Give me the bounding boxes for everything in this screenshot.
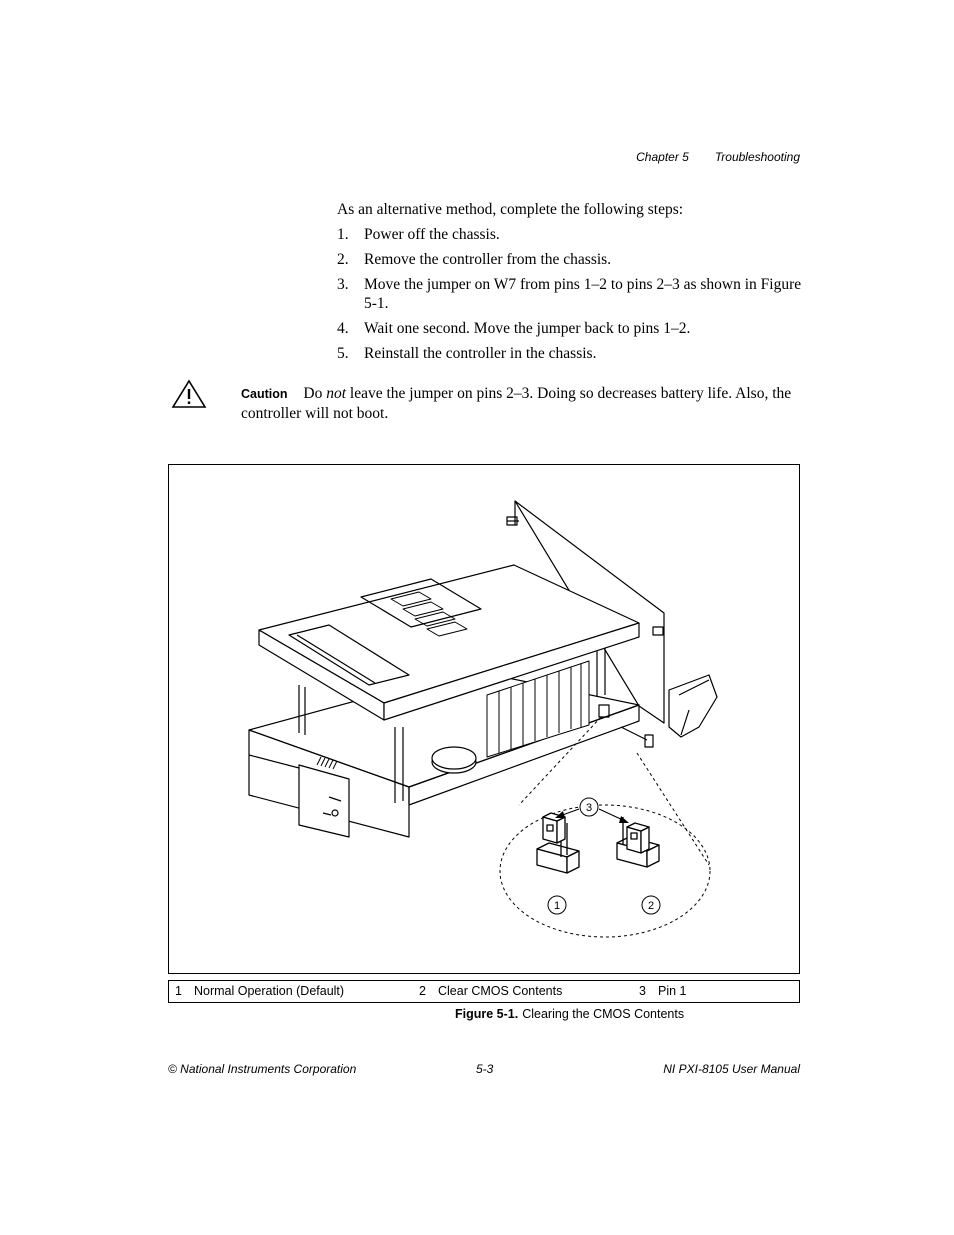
controller-illustration xyxy=(169,465,799,973)
figure-legend xyxy=(168,980,800,1003)
procedure-intro: As an alternative method, complete the following steps: xyxy=(337,201,684,218)
step-number: 3. xyxy=(337,276,349,293)
procedure xyxy=(337,200,807,369)
legend-num-1: 1 xyxy=(175,984,182,998)
callout-2-label: 2 xyxy=(647,900,655,912)
legend-label-1: Normal Operation (Default) xyxy=(194,984,345,998)
footer-manual-title: NI PXI-8105 User Manual xyxy=(663,1062,800,1076)
step-text: Wait one second. Move the jumper back to pins 1–2. xyxy=(364,320,691,337)
warning-triangle-icon xyxy=(171,379,207,409)
caution-emphasis: not xyxy=(326,385,347,402)
list-item xyxy=(337,250,807,269)
step-text: Power off the chassis. xyxy=(364,226,500,243)
caution-label: Caution xyxy=(241,387,288,401)
list-item xyxy=(337,225,807,244)
legend-label-3: Pin 1 xyxy=(658,984,687,998)
running-header xyxy=(636,150,800,164)
callout-1-label: 1 xyxy=(553,900,561,912)
caution-text-before: Do xyxy=(303,385,323,402)
step-number: 4. xyxy=(337,320,349,337)
footer-copyright: © National Instruments Corporation xyxy=(168,1062,357,1076)
step-text: Remove the controller from the chassis. xyxy=(364,251,612,268)
legend-num-3: 3 xyxy=(639,984,646,998)
legend-label-2: Clear CMOS Contents xyxy=(438,984,563,998)
legend-num-2: 2 xyxy=(419,984,426,998)
footer-page-number: 5-3 xyxy=(476,1062,494,1076)
caution-text-after: leave the jumper on pins 2–3. Doing so decreases battery life. Also, the controller will not boot. xyxy=(241,385,792,422)
list-item xyxy=(337,319,807,338)
list-item xyxy=(337,344,807,363)
list-item xyxy=(337,275,807,313)
step-text: Move the jumper on W7 from pins 1–2 to pins 2–3 as shown in Figure 5-1. xyxy=(364,276,802,312)
step-number: 1. xyxy=(337,226,349,243)
step-number: 2. xyxy=(337,251,349,268)
figure-frame xyxy=(168,464,800,974)
step-text: Reinstall the controller in the chassis. xyxy=(364,345,597,362)
section-label: Troubleshooting xyxy=(714,150,800,164)
caption-text: Clearing the CMOS Contents xyxy=(522,1007,685,1021)
chapter-label: Chapter 5 xyxy=(636,150,689,164)
callout-3-label: 3 xyxy=(585,802,593,814)
caution-note xyxy=(241,384,801,423)
step-number: 5. xyxy=(337,345,349,362)
caption-label: Figure 5-1. xyxy=(455,1007,519,1021)
steps-list xyxy=(337,225,807,363)
figure-caption xyxy=(455,1007,684,1021)
